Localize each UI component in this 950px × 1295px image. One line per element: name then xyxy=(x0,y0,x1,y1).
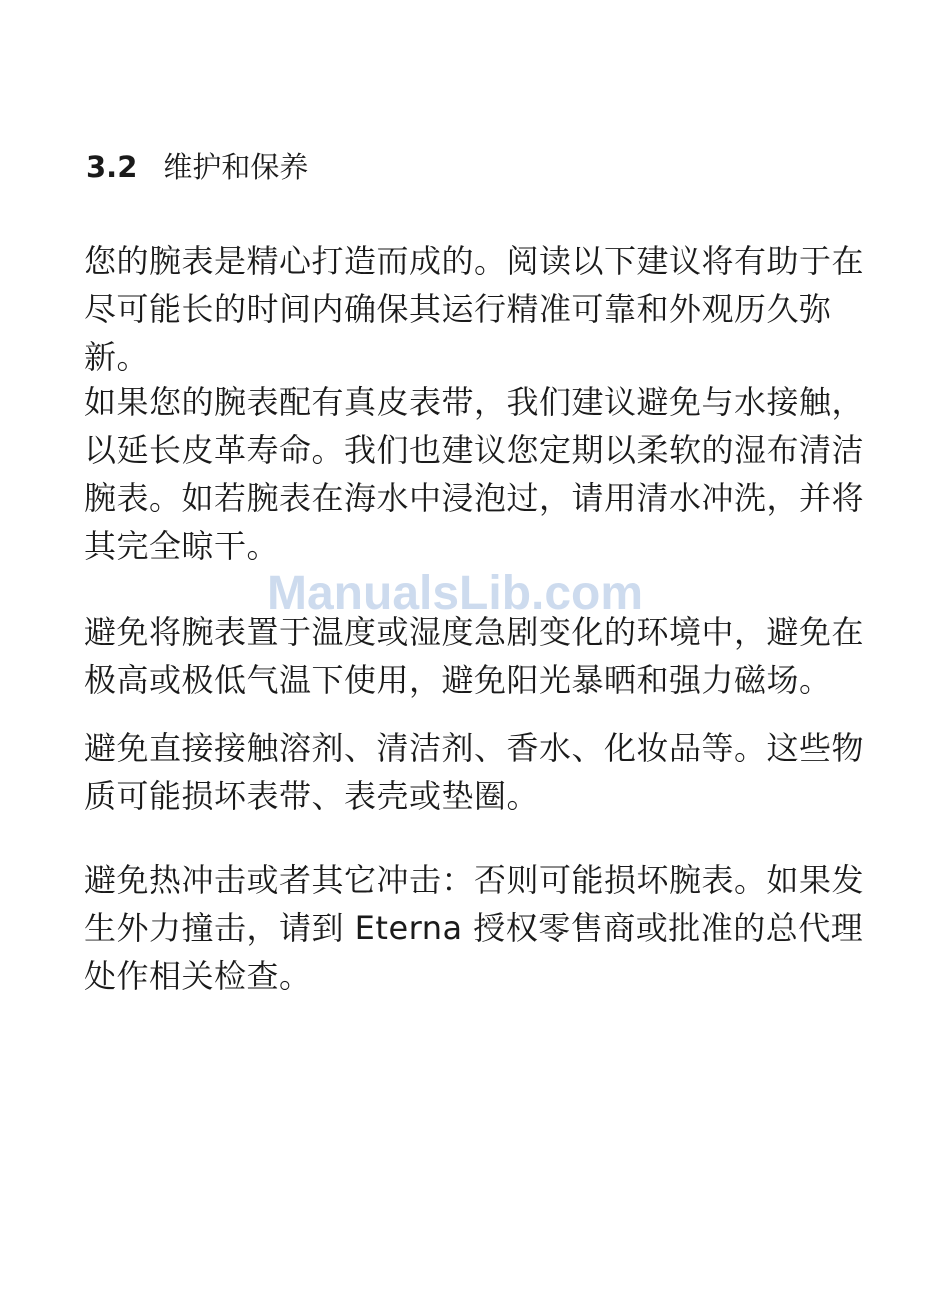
paragraph-temperature: 避免将腕表置于温度或湿度急剧变化的环境中，避免在极高或极低气温下使用，避免阳光暴晒和强力磁场。 xyxy=(84,613,865,699)
section-title: 维护和保养 xyxy=(163,150,309,184)
paragraph-shock: 避免热冲击或者其它冲击：否则可能损坏腕表。如果发生外力撞击，请到 Eterna 授权零售商或批准的总代理处作相关检查。 xyxy=(84,861,865,995)
section-number: 3.2 xyxy=(86,150,138,184)
paragraph-chemicals: 避免直接接触溶剂、清洁剂、香水、化妆品等。这些物质可能损坏表带、表壳或垫圈。 xyxy=(84,729,865,815)
paragraph-intro: 您的腕表是精心打造而成的。阅读以下建议将有助于在尽可能长的时间内确保其运行精准可靠和外观历久弥新。 xyxy=(84,242,865,376)
section-heading xyxy=(86,145,308,189)
watermark: ManualsLib.com xyxy=(267,567,644,620)
paragraph-leather-strap: 如果您的腕表配有真皮表带，我们建议避免与水接触，以延长皮革寿命。我们也建议您定期以柔软的湿布清洁腕表。如若腕表在海水中浸泡过，请用清水冲洗，并将其完全晾干。 xyxy=(84,383,865,565)
